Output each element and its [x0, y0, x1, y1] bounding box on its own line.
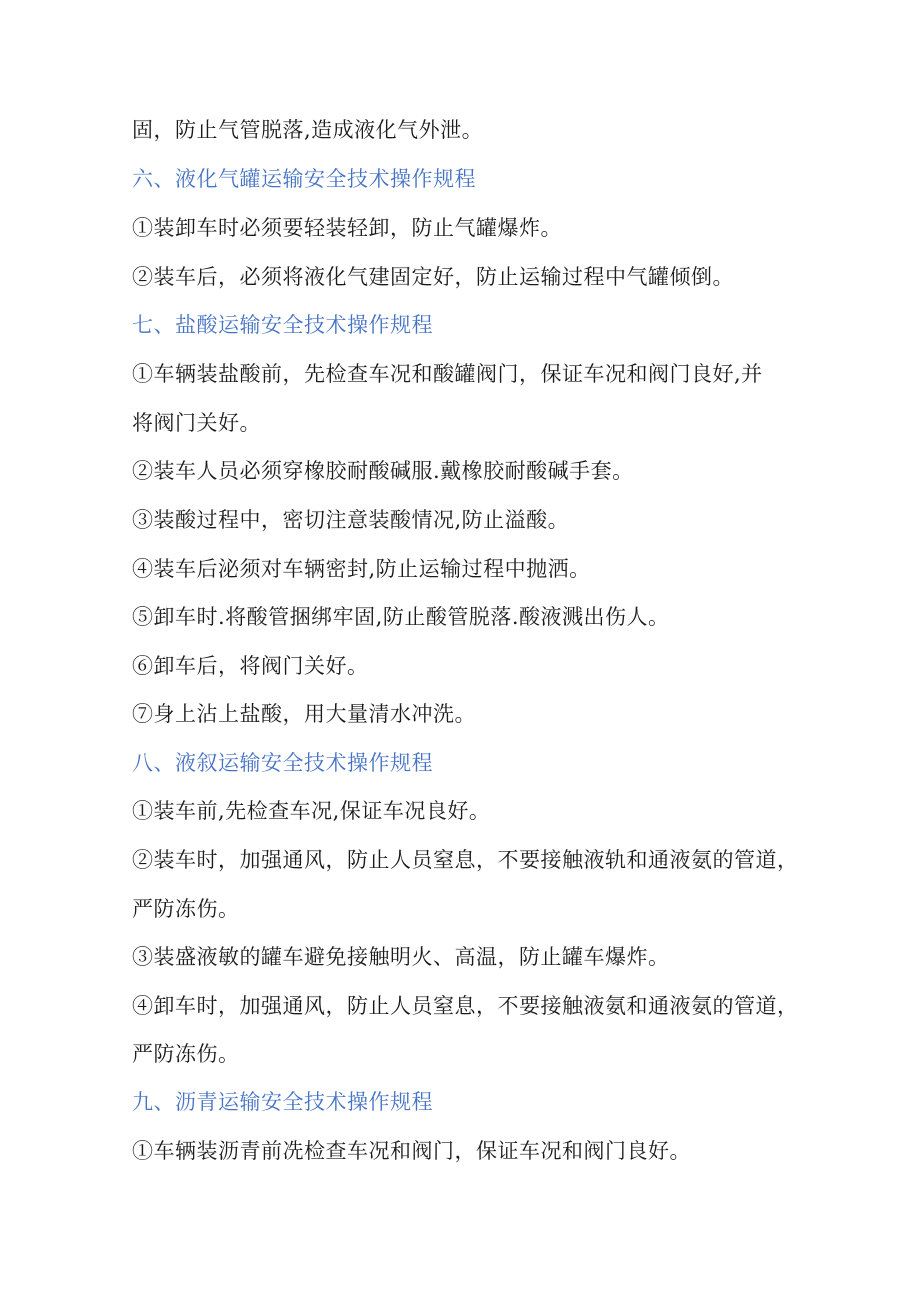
paragraph-line: ④装车后泌须对车辆密封,防止运输过程中抛洒。 — [132, 557, 591, 581]
paragraph-line: ①车辆装沥青前冼检查车况和阀门，保证车况和阀门良好。 — [132, 1139, 691, 1163]
paragraph-line: ①车辆装盐酸前，先检查车况和酸罐阀门，保证车况和阀门良好,并 — [132, 362, 763, 386]
section-heading-7: 七、盐酸运输安全技术操作规程 — [132, 313, 433, 337]
paragraph-line: ③装酸过程中，密切注意装酸情况,防止溢酸。 — [132, 508, 570, 532]
paragraph-line: 严防冻伤。 — [132, 1042, 240, 1066]
paragraph-line: ⑦身上沾上盐酸，用大量清水冲洗。 — [132, 702, 476, 726]
section-heading-9: 九、沥青运输安全技术操作规程 — [132, 1090, 433, 1114]
paragraph-line: ③装盛液敏的罐车避免接触明火、高温，防止罐车爆炸。 — [132, 945, 670, 969]
paragraph-line: ④卸车时，加强通风，防止人员窒息，不要接触液氨和通液氨的管道， — [132, 994, 799, 1018]
paragraph-line: 严防冻伤。 — [132, 897, 240, 921]
section-heading-8: 八、液叙运输安全技术操作规程 — [132, 751, 433, 775]
paragraph-line: ①装卸车时必须要轻装轻卸，防止气罐爆炸。 — [132, 216, 562, 240]
paragraph-line: ⑤卸车时.将酸管捆绑牢固,防止酸管脱落.酸液溅出伤人。 — [132, 605, 670, 629]
paragraph-line: 固，防止气管脱落,造成液化气外泄。 — [132, 118, 484, 142]
paragraph-line: 将阀门关好。 — [132, 411, 261, 435]
paragraph-line: ②装车时，加强通风，防止人员窒息，不要接触液轨和通液氨的管道， — [132, 848, 799, 872]
section-heading-6: 六、液化气罐运输安全技术操作规程 — [132, 167, 476, 191]
paragraph-line: ②装车后，必须将液化气建固定好，防止运输过程中气罐倾倒。 — [132, 265, 734, 289]
paragraph-line: ②装车人员必须穿橡胶耐酸碱服.戴橡胶耐酸碱手套。 — [132, 459, 634, 483]
paragraph-line: ⑥卸车后，将阀门关好。 — [132, 654, 369, 678]
paragraph-line: ①装车前,先检查车况,保证车况良好。 — [132, 799, 491, 823]
